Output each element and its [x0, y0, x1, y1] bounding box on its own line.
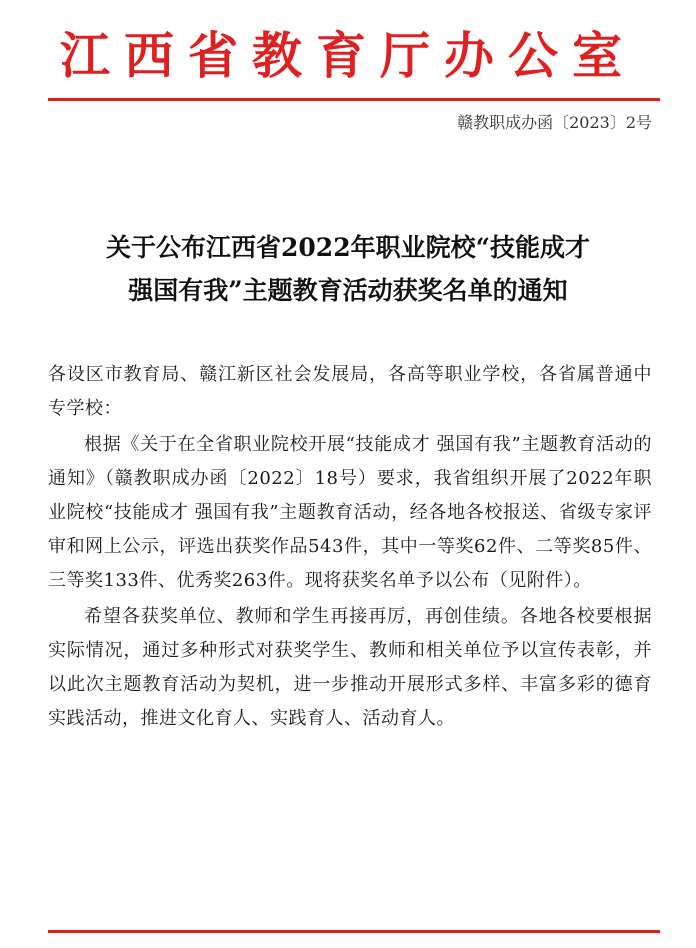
letterhead-title: 江西省教育厅办公室	[60, 26, 636, 85]
notice-title	[40, 226, 656, 312]
salutation: 各设区市教育局、赣江新区社会发展局，各高等职业学校，各省属普通中专学校：	[48, 364, 652, 419]
notice-body	[48, 358, 652, 738]
notice-title-line-1: 关于公布江西省2022年职业院校“技能成才	[106, 233, 590, 262]
body-paragraph-2: 希望各获奖单位、教师和学生再接再厉，再创佳绩。各地各校要根据实际情况，通过多种形式对获奖学生、教师和相关单位予以宣传表彰，并以此次主题教育活动为契机，进一步推动开展形式多样、丰富多彩的德育实践活动，推进文化育人、实践育人、活动育人。	[48, 606, 652, 729]
body-paragraph-1: 根据《关于在全省职业院校开展“技能成才 强国有我”主题教育活动的通知》（赣教职成办函〔2022〕18号）要求，我省组织开展了2022年职业院校“技能成才 强国有我”主题教育活动，经各地各校报送、省级专家评审和网上公示，评选出获奖作品543件，其中一等奖62件、二等奖85件、三等奖133件、优秀奖263件。现将获奖名单予以公布（见附件）。	[48, 434, 652, 591]
notice-title-line-2: 强国有我”主题教育活动获奖名单的通知	[128, 276, 568, 305]
letterhead-red-rule	[48, 98, 660, 101]
document-number: 赣教职成办函〔2023〕2号	[457, 113, 652, 132]
bottom-red-rule	[48, 930, 660, 933]
